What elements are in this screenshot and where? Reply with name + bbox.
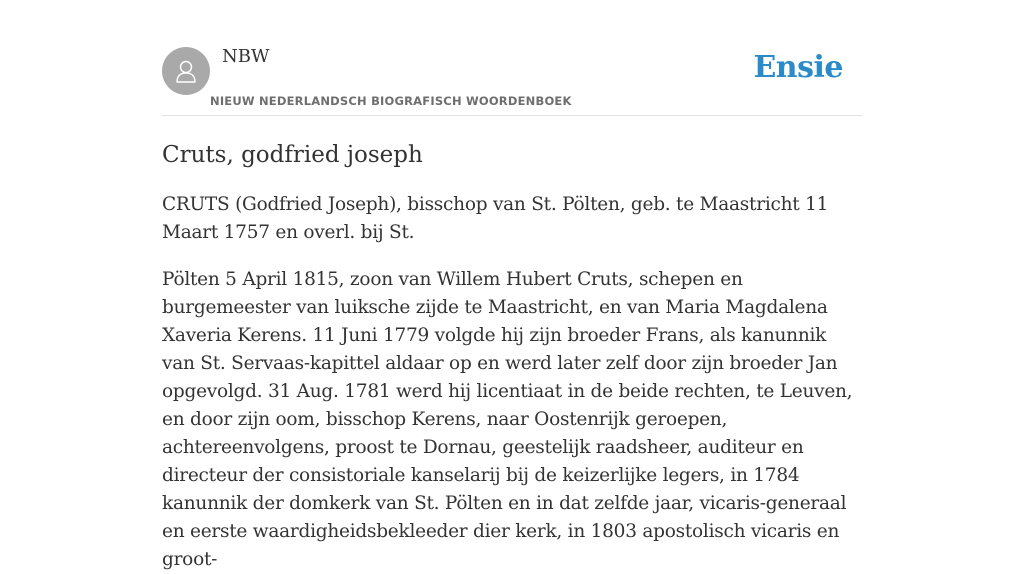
ensie-logo[interactable]: Ensie	[753, 50, 843, 85]
article-paragraph: CRUTS (Godfried Joseph), bisschop van St. Pölten, geb. te Maastricht 11 Maart 1757 en overl. bij St.	[162, 194, 829, 243]
user-icon	[171, 56, 201, 86]
avatar[interactable]	[162, 47, 210, 95]
page-title: Cruts, godfried joseph	[162, 142, 423, 168]
page	[162, 0, 862, 574]
source-header	[162, 0, 862, 116]
article-paragraph: Pölten 5 April 1815, zoon van Willem Hubert Cruts, schepen en burgemeester van luiksche zijde te Maastricht, en van Maria Magdalena Xaveria Kerens. 11 Juni 1779 volgde hij zijn broeder Frans, als kanunnik van St. Servaas-kapittel aldaar op en werd later zelf door zijn broeder Jan opgevolgd. 31 Aug. 1781 werd hij licentiaat in de beide rechten, te Leuven, en door zijn oom, bisschop Kerens, naar Oostenrijk geroepen, achtereenvolgens, proost te Dornau, geestelijk raadsheer, auditeur en directeur der consistoriale kanselarij bij de keizerlijke legers, in 1784 kanunnik der domkerk van St. Pölten en in dat zelfde jaar, vicaris-generaal en eerste waardigheidsbekleeder dier kerk, in 1803 apostolisch vicaris en groot-	[162, 269, 853, 570]
source-subtitle: NIEUW NEDERLANDSCH BIOGRAFISCH WOORDENBOEK	[210, 94, 572, 108]
source-name[interactable]: NBW	[222, 46, 270, 67]
